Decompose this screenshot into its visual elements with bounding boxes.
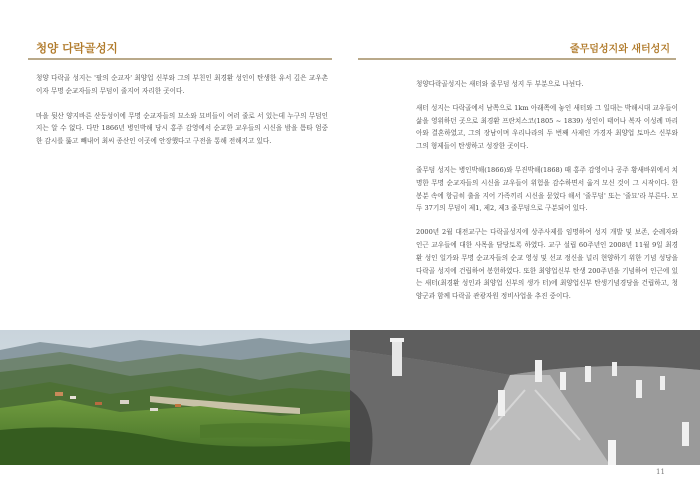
paragraph: 새터 성지는 다락골에서 남쪽으로 1km 아래쪽에 놓인 새터와 그 일대는 박해시대 교우들이 삶을 영위하던 곳으로 최경환 프란치스코(1805 ~ 1839) 성인이 태어나 복자 이성례 마리아와 결혼하였고, 그의 장남이며 우리나라의 두 번째 사제인 가경자 최양업 토마스 신부와 그의 형제들이 탄생하고 성장한 곳이다. <box>416 103 678 151</box>
paragraph: 2000년 2월 대전교구는 다락골성지에 상주사제를 임명하여 성지 개발 및 보존, 순례자와 인근 교우들에 대한 사목을 담당토록 하였다. 교구 설립 60주년인 2008년 11월 9일 최경환 성인 일가와 무명 순교자들의 순교 영성 및 선교 정신을 널리 현양하기 위한 기념 성당을 다락골 성지에 건립하여 봉헌하였다. 또한 최양업신부 탄생 200주년을 기념하여 인근에 있는 새터(최경환 성인과 최양업 신부의 생가 터)에 최양업신부 탄생기념경당을 건립하고, 청양군과 함께 다락골 관광자원 정비사업을 추진 중이다. <box>416 228 678 301</box>
right-column <box>416 78 678 314</box>
page-number: 11 <box>656 468 665 476</box>
paragraph: 줄무덤 성지는 병인박해(1866)와 무진박해(1868) 때 홍주 감영이나 공주 황새바위에서 치명한 무명 순교자들의 시신을 교우들이 위험을 감수하면서 옮겨 모신 것이 그 시작이다. 한 봉분 속에 항금히 출을 지어 가족끼리 시신을 묻었다 해서 '줄무덤' 또는 '줄묘'라 부른다. 모두 37기의 무덤이 제1, 제2, 제3 줄무덤으로 구분되어 있다. <box>416 165 678 213</box>
page-subtitle: 줄무덤성지와 새터성지 <box>569 44 670 55</box>
paragraph: 마을 뒷산 양지바른 산등성이에 무명 순교자들의 묘소와 묘비들이 여러 줄로 서 있는데 누구의 무덤인지는 알 수 없다. 다만 1866년 병인박해 당시 홍주 감영에서 순교한 교우들의 시신을 밤을 틈타 엄중한 감시를 뚫고 빼내어 최씨 종산인 이곳에 안장했다고 구전을 통해 전해지고 있다. <box>36 111 328 146</box>
grave-path-photo <box>350 330 700 465</box>
paragraph: 청양 다락골 성지는 '팔의 순교자' 최양업 신부와 그의 부친인 최경환 성인이 탄생한 유서 깊은 교우촌이자 무명 순교자들의 무덤이 줄지어 자리한 곳이다. <box>36 74 328 95</box>
title-rule-right <box>358 58 676 60</box>
mountain-village-photo <box>0 330 350 465</box>
page-title: 청양 다락골성지 <box>36 41 118 55</box>
paragraph: 청양다락골성지는 새터와 줄무덤 성지 두 부분으로 나뉜다. <box>416 80 584 88</box>
left-column <box>36 72 328 160</box>
title-rule-left <box>28 58 332 60</box>
